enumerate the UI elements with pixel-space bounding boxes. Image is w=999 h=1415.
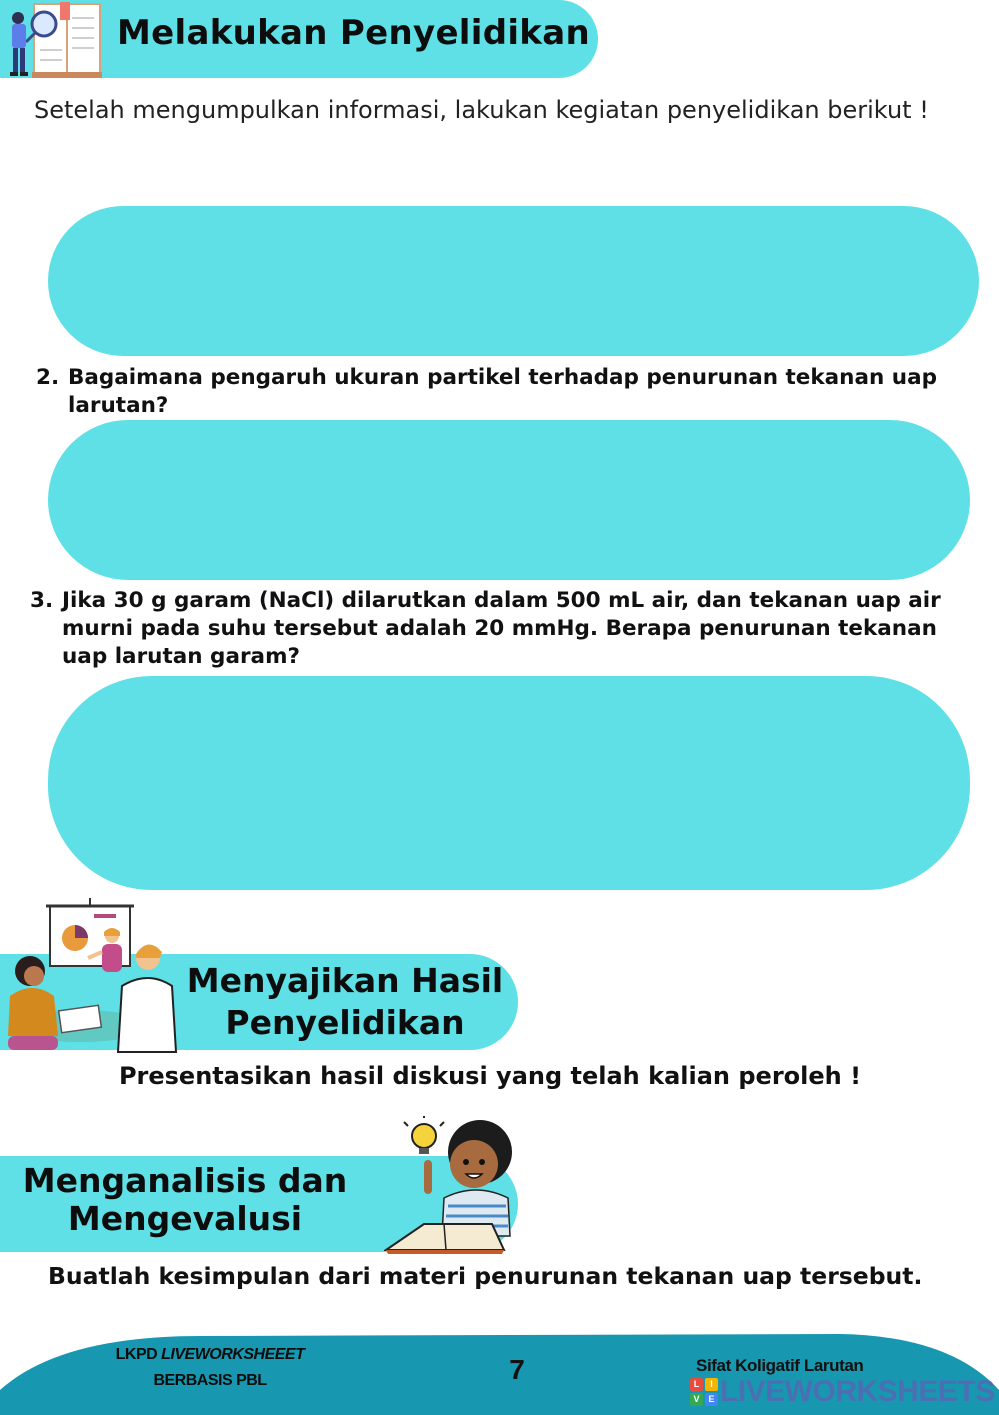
student-idea-illustration [384, 1116, 524, 1256]
liveworksheets-wordmark: LIVEWORKSHEETS [720, 1375, 995, 1408]
magnifier-book-icon [4, 0, 104, 80]
question-number: 2. [36, 365, 60, 390]
title-line: Penyelidikan [225, 1003, 465, 1042]
logo-letter: L [690, 1378, 703, 1391]
title-line: Mengevalusi [67, 1199, 303, 1238]
footer-caption-line-2: BERBASIS PBL [153, 1372, 267, 1389]
logo-letter: V [690, 1393, 703, 1406]
answer-box-1[interactable] [48, 206, 979, 356]
answer-box-3[interactable] [48, 676, 970, 890]
answer-box-2[interactable] [48, 420, 970, 580]
liveworksheets-badge-icon [690, 1378, 718, 1406]
liveworksheets-logo[interactable] [690, 1374, 995, 1410]
footer-topic-title: Sifat Koligatif Larutan [696, 1356, 864, 1375]
present-section-title [160, 960, 530, 1044]
title-line: Menyajikan Hasil [186, 961, 504, 1000]
logo-letter: I [705, 1378, 718, 1391]
page-title: Melakukan Penyelidikan [117, 13, 590, 53]
question-text-line: uap larutan garam? [62, 644, 300, 669]
footer-left-caption [100, 1342, 320, 1394]
question-2 [36, 364, 986, 420]
presentation-meeting-illustration [0, 896, 180, 1056]
present-instruction: Presentasikan hasil diskusi yang telah kalian peroleh ! [118, 1062, 862, 1090]
question-text-line: murni pada suhu tersebut adalah 20 mmHg. Berapa penurunan tekanan [62, 616, 937, 641]
analyze-instruction: Buatlah kesimpulan dari materi penurunan tekanan uap tersebut. [48, 1262, 923, 1290]
footer-lkpd: LKPD [115, 1346, 158, 1363]
question-3 [30, 587, 990, 671]
title-line: Menganalisis dan [22, 1161, 348, 1200]
question-text-line: Jika 30 g garam (NaCl) dilarutkan dalam 500 mL air, dan tekanan uap air [62, 588, 941, 613]
footer-caption-line-1 [100, 1342, 320, 1368]
question-text-line: larutan? [68, 393, 169, 418]
intro-text: Setelah mengumpulkan informasi, lakukan kegiatan penyelidikan berikut ! [34, 96, 929, 124]
logo-letter: E [705, 1393, 718, 1406]
footer-liveworksheet: LIVEWORKSHEEET [161, 1346, 305, 1363]
question-text-line: Bagaimana pengaruh ukuran partikel terhadap penurunan tekanan uap [68, 365, 937, 390]
question-number: 3. [30, 588, 54, 613]
analyze-section-title [0, 1162, 370, 1238]
page-number: 7 [509, 1354, 525, 1385]
